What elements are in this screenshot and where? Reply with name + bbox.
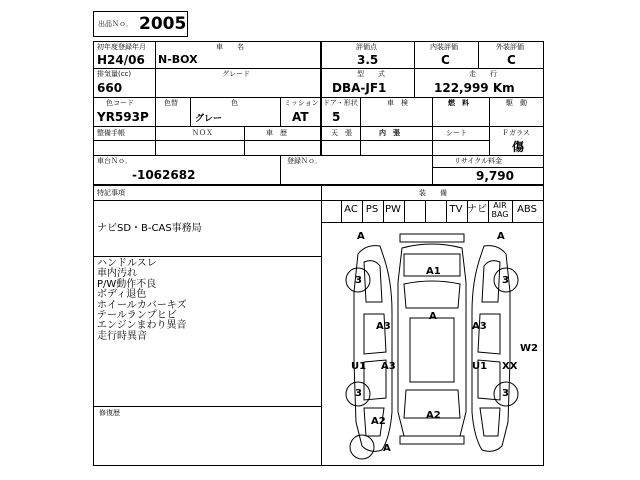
evaluation-score: 3.5 (357, 53, 379, 67)
tire-rear-right: 3 (502, 388, 509, 399)
equip-pw: PW (385, 204, 401, 215)
grade-label: グレード (222, 70, 250, 78)
damage-left-front-door: A3 (376, 321, 391, 332)
color-code-label: 色コード (106, 99, 134, 107)
damage-left-rear-a: A3 (381, 361, 396, 372)
remark-item: テールランプヒビ (97, 310, 177, 322)
color-code: YR593P (97, 110, 149, 124)
remark-item: ハンドルスレ (97, 258, 157, 269)
remarks-top-note: ナビSD・B-CAS事務局 (97, 223, 202, 234)
mileage-label: 走 行 (469, 70, 497, 78)
remark-item: P/W動作不良 (97, 278, 157, 290)
front-glass-value: 傷 (512, 140, 525, 154)
remark-item: エンジンまわり異音 (97, 320, 187, 332)
fuel-label: 燃 料 (448, 99, 469, 107)
front-glass-label: Ｆガラス (502, 129, 530, 137)
history-label: 車 歴 (266, 129, 287, 137)
equip-airbag: AIR BAG (491, 201, 509, 219)
displacement: 660 (97, 81, 123, 95)
equip-navi: ナビ (467, 204, 487, 215)
damage-front-left: A (357, 231, 365, 242)
interior-grade-label: 内装評価 (430, 43, 458, 51)
chassis-number: -1062682 (132, 168, 196, 182)
remark-item: ホイールカバーキズ (97, 299, 187, 311)
car-name-label: 車 名 (216, 43, 244, 51)
mission-label: ミッション (284, 99, 319, 107)
recycle-fee: 9,790 (476, 169, 514, 183)
tire-rear-left: 3 (355, 388, 362, 399)
lot-number: 2005 (139, 14, 187, 34)
chassis-label: 車台Ｎｏ． (97, 157, 132, 165)
nox-label: ＮＯＸ (192, 129, 213, 137)
damage-hood: A1 (426, 266, 441, 277)
equip-blank-2 (425, 200, 445, 220)
damage-left-rear-u: U1 (351, 361, 367, 372)
damage-rear-left: A2 (371, 416, 386, 427)
recycle-label: リサイクル料金 (454, 157, 503, 165)
repair-history-label: 修復歴 (99, 409, 120, 417)
score-label: 評価点 (356, 43, 377, 51)
tire-front-right: 3 (502, 275, 509, 286)
equip-abs: ABS (517, 204, 537, 215)
interior-lining-label: 内 張 (379, 129, 400, 137)
doors: 5 (332, 110, 341, 124)
equip-ps: PS (365, 204, 379, 215)
seat-label: シート (446, 129, 467, 137)
damage-tailgate: A2 (426, 410, 441, 421)
equipment-label: 装 備 (419, 189, 447, 197)
damage-right-rear-xx: XX (502, 361, 518, 372)
damage-front-right: A (497, 231, 505, 242)
damage-right-rear-u: U1 (472, 361, 488, 372)
equip-blank-1 (404, 200, 424, 220)
model-code: DBA-JF1 (332, 81, 387, 95)
damage-roof: A (429, 311, 437, 322)
displacement-label: 排気量(cc) (97, 70, 132, 78)
drive-label: 駆 動 (506, 99, 527, 107)
equip-tv: TV (449, 204, 463, 215)
remark-item: 走行時異音 (97, 330, 147, 342)
inspection-label: 車 検 (387, 99, 408, 107)
vehicle-info-grid (93, 41, 544, 185)
remark-item: 車内汚れ (97, 268, 137, 280)
equipment-table (321, 200, 543, 223)
interior-grade: C (441, 53, 450, 67)
damage-right-front-door: A3 (472, 321, 487, 332)
mission: AT (292, 110, 309, 124)
color-label: 色 (231, 99, 238, 107)
car-name: N-BOX (158, 53, 198, 66)
exterior-grade: C (507, 53, 516, 67)
damage-rear-bottom: A (383, 443, 391, 454)
damage-right-w: W2 (520, 343, 538, 354)
lot-number-box (93, 11, 188, 37)
tire-front-left: 3 (355, 275, 362, 286)
remark-item: ボディ退色 (97, 289, 147, 301)
doors-label: ドア・形状 (323, 99, 358, 107)
mileage: 122,999 Km (434, 81, 515, 95)
roof-label: 天 張 (331, 129, 352, 137)
remarks-label: 特記事項 (97, 189, 125, 197)
year-label: 初年度登録年月 (97, 43, 146, 51)
lot-number-label: 出品Ｎｏ． (98, 20, 133, 28)
exterior-grade-label: 外装評価 (496, 43, 524, 51)
equip-ac: AC (344, 204, 358, 215)
color: グレー (195, 114, 223, 124)
car-damage-diagram (320, 222, 544, 466)
color-change-label: 色替 (164, 99, 178, 107)
registration-label: 登録Ｎｏ． (287, 157, 322, 165)
remarks-list (97, 259, 317, 342)
model-code-label: 型 式 (357, 70, 385, 78)
first-registration: H24/06 (97, 53, 145, 67)
manual-label: 整備手帳 (97, 129, 125, 137)
